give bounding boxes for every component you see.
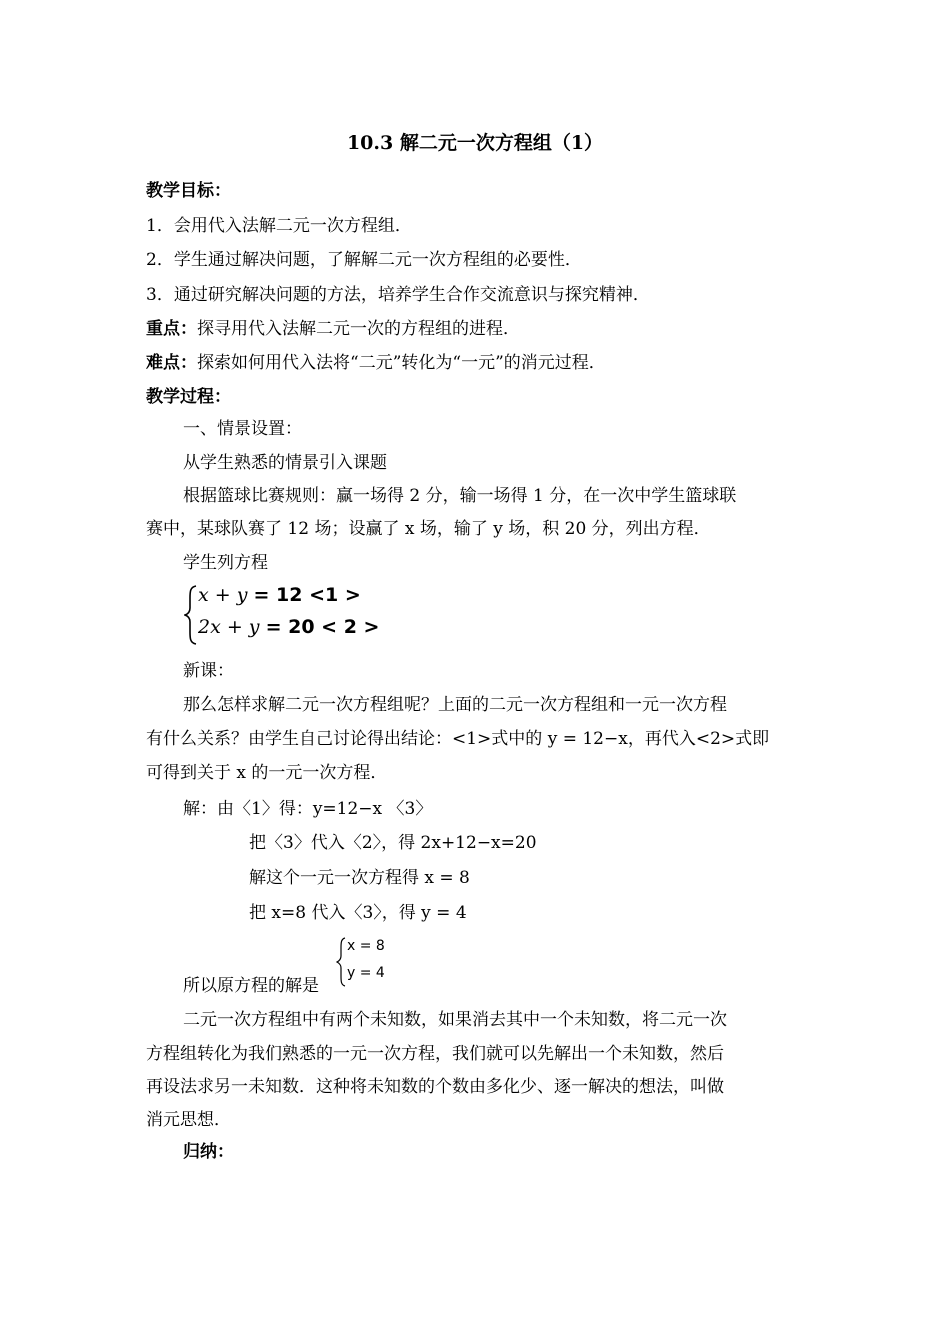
equation-2 [198,616,379,638]
solution-step: 解：由〈1〉得：y=12−x 〈3〉 [183,799,433,819]
objectives-heading: 教学目标： [146,181,231,201]
left-brace-icon [184,584,198,646]
new-lesson-heading: 新课： [183,661,234,681]
scene-intro: 从学生熟悉的情景引入课题 [183,453,387,473]
concept-line: 二元一次方程组中有两个未知数，如果消去其中一个未知数，将二元一次 [183,1010,727,1030]
left-brace-icon [336,936,346,988]
concept-line: 再设法求另一未知数．这种将未知数的个数由多化少、逐一解决的想法，叫做 [146,1077,724,1097]
solution-step: 解这个一元一次方程得 x = 8 [249,868,470,888]
process-heading: 教学过程： [146,387,231,407]
summary-heading: 归纳： [183,1142,234,1162]
page-title: 10.3 解二元一次方程组（1） [346,132,604,154]
student-equation-label: 学生列方程 [183,553,268,573]
difficulty-label: 难点： [146,353,197,373]
concept-line: 方程组转化为我们熟悉的一元一次方程，我们就可以先解出一个未知数，然后 [146,1044,724,1064]
equation-system-2 [336,936,396,988]
problem-line: 根据篮球比赛规则：赢一场得 2 分，输一场得 1 分，在一次中学生篮球联 [183,486,737,506]
solution-step: 把〈3〉代入〈2〉，得 2x+12−x=20 [249,833,537,853]
discussion-line: 可得到关于 x 的一元一次方程． [146,763,388,783]
objective-item: 1．会用代入法解二元一次方程组． [146,216,412,236]
concept-line: 消元思想． [146,1110,231,1130]
solution-label: 所以原方程的解是 [183,976,319,996]
equation-2-rhs: = 20 < 2 > [265,616,380,638]
solution-y: y = 4 [347,965,385,981]
equation-system-1 [184,584,380,646]
equation-1 [198,584,361,606]
equation-1-lhs: x + y [198,584,248,606]
scene-heading: 一、情景设置： [183,419,302,439]
discussion-line: 有什么关系？由学生自己讨论得出结论：<1>式中的 y = 12−x，再代入<2>式即 [146,729,770,749]
difficulty [146,352,606,374]
objective-item: 2．学生通过解决问题，了解解二元一次方程组的必要性． [146,250,582,270]
discussion-line: 那么怎样求解二元一次方程组呢？上面的二元一次方程组和一元一次方程 [183,695,727,715]
key-point-label: 重点： [146,319,197,339]
key-point-text: 探寻用代入法解二元一次的方程组的进程． [197,319,520,339]
key-point [146,318,520,340]
equation-2-lhs: 2x + y [198,616,260,638]
objective-item: 3．通过研究解决问题的方法，培养学生合作交流意识与探究精神． [146,285,650,305]
equation-1-rhs: = 12 <1 > [253,584,361,606]
difficulty-text: 探索如何用代入法将“二元”转化为“一元”的消元过程． [197,353,606,373]
problem-line: 赛中，某球队赛了 12 场；设赢了 x 场，输了 y 场，积 20 分，列出方程． [146,519,711,539]
solution-step: 把 x=8 代入〈3〉，得 y = 4 [249,903,467,923]
solution-x: x = 8 [347,938,385,954]
